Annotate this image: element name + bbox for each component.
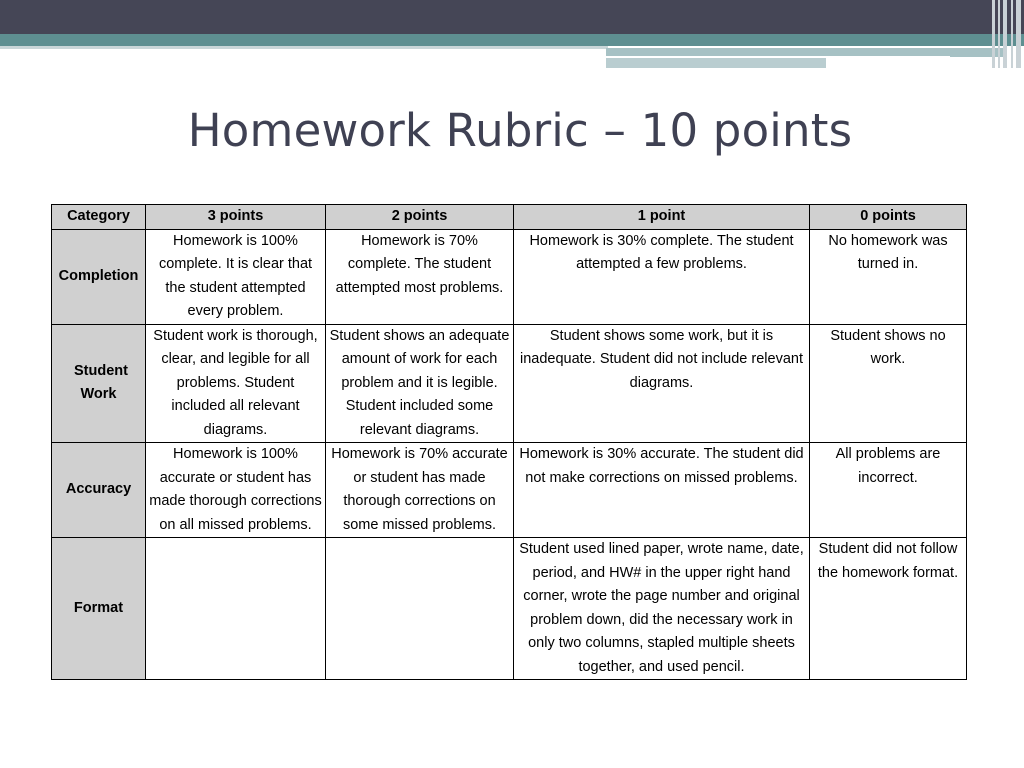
header-band-teal <box>0 34 1024 46</box>
table-cell: No homework was turned in. <box>810 229 967 324</box>
table-cell: All problems are incorrect. <box>810 443 967 538</box>
table-cell: Homework is 70% complete. The student attempted most problems. <box>326 229 514 324</box>
table-row <box>52 324 967 443</box>
table-cell: Homework is 30% complete. The student attempted a few problems. <box>514 229 810 324</box>
header-stripes <box>990 0 1024 68</box>
row-category-completion: Completion <box>52 229 146 324</box>
header-band-thin <box>0 46 608 49</box>
page-title: Homework Rubric – 10 points <box>187 104 853 157</box>
table-cell: Student shows no work. <box>810 324 967 443</box>
header-band-dark <box>0 0 1024 34</box>
column-header-3-points: 3 points <box>146 205 326 230</box>
table-cell: Student used lined paper, wrote name, date, period, and HW# in the upper right hand corner, wrote the page number and original problem down, did the necessary work in only two columns, stapled multiple sheets together, and used pencil. <box>514 538 810 680</box>
table-row <box>52 229 967 324</box>
table-row <box>52 443 967 538</box>
table-cell: Homework is 70% accurate or student has made thorough corrections on some missed problems. <box>326 443 514 538</box>
table-cell: Homework is 100% accurate or student has made thorough corrections on all missed problems. <box>146 443 326 538</box>
row-category-format: Format <box>52 538 146 680</box>
column-header-0-points: 0 points <box>810 205 967 230</box>
column-header-2-points: 2 points <box>326 205 514 230</box>
table-row <box>52 538 967 680</box>
column-header-category: Category <box>52 205 146 230</box>
header-band-divider <box>606 56 950 58</box>
table-cell <box>326 538 514 680</box>
header-band-accent-2 <box>606 57 826 68</box>
table-cell: Homework is 30% accurate. The student did not make corrections on missed problems. <box>514 443 810 538</box>
row-category-accuracy: Accuracy <box>52 443 146 538</box>
row-category-student-work: Student Work <box>52 324 146 443</box>
table-cell: Student work is thorough, clear, and legible for all problems. Student included all relevant diagrams. <box>146 324 326 443</box>
column-header-1-point: 1 point <box>514 205 810 230</box>
table-cell: Student shows an adequate amount of work for each problem and it is legible. Student included some relevant diagrams. <box>326 324 514 443</box>
table-cell: Student did not follow the homework format. <box>810 538 967 680</box>
table-cell: Student shows some work, but it is inadequate. Student did not include relevant diagrams. <box>514 324 810 443</box>
table-cell: Homework is 100% complete. It is clear that the student attempted every problem. <box>146 229 326 324</box>
table-cell <box>146 538 326 680</box>
rubric-table <box>51 204 967 680</box>
table-header-row <box>52 205 967 230</box>
